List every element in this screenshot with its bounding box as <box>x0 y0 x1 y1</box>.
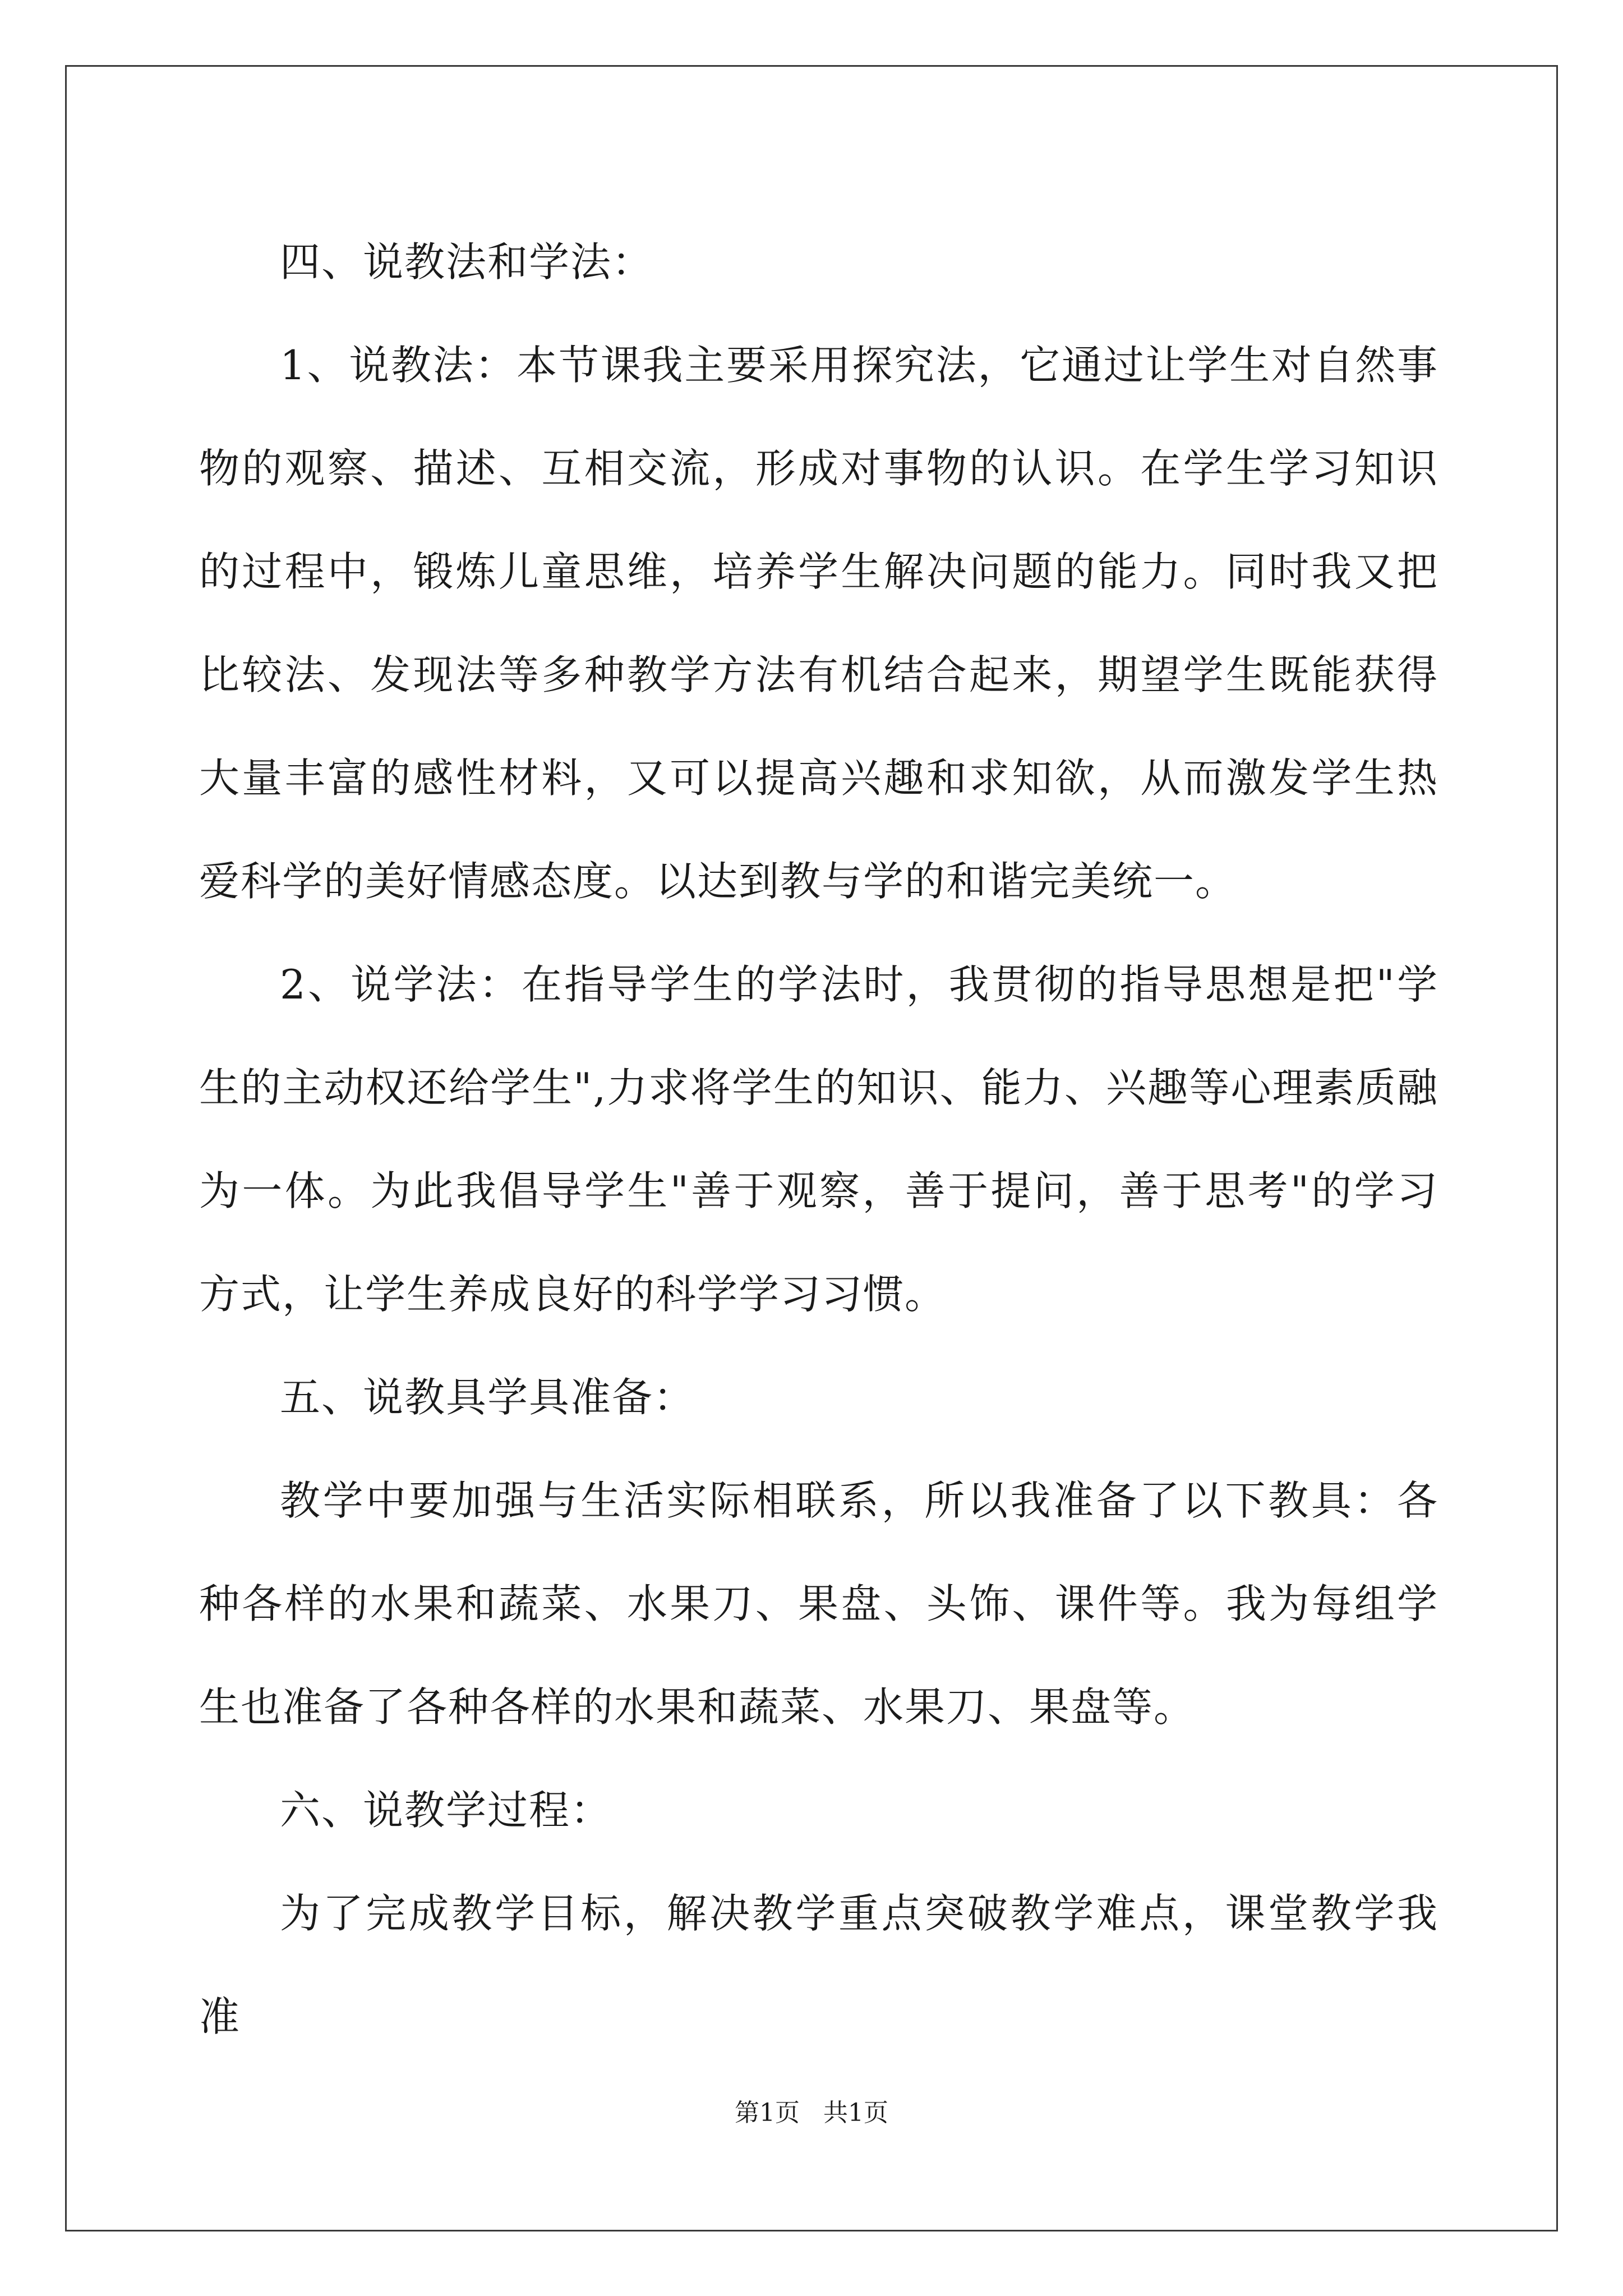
heading-teaching-aids: 五、说教具学具准备： <box>280 1374 695 1421</box>
paragraph-teaching-aids: 教学中要加强与生活实际相联系，所以我准备了以下教具：各种各样的水果和蔬菜、水果刀、果盘、头饰、课件等。我为每组学生也准备了各种各样的水果和蔬菜、水果刀、果盘等。 <box>199 1477 1438 1731</box>
heading-teaching-methods: 四、说教法和学法： <box>280 238 654 286</box>
document-body <box>199 210 1438 2068</box>
paragraph-teaching-method: 1、说教法：本节课我主要采用探究法，它通过让学生对自然事物的观察、描述、互相交流，形成对事物的认识。在学生学习知识的过程中，锻炼儿童思维，培养学生解决问题的能力。同时我又把比较法、发现法等多种教学方法有机结合起来，期望学生既能获得大量丰富的感性材料，又可以提高兴趣和求知欲，从而激发学生热爱科学的美好情感态度。以达到教与学的和谐完美统一。 <box>199 342 1438 905</box>
paragraph-learning-method: 2、说学法：在指导学生的学法时，我贯彻的指导思想是把"学生的主动权还给学生",力求将学生的知识、能力、兴趣等心理素质融为一体。为此我倡导学生"善于观察，善于提问，善于思考"的学习方式，让学生养成良好的科学学习习惯。 <box>199 961 1438 1318</box>
heading-teaching-process: 六、说教学过程： <box>280 1787 612 1834</box>
page-total: 共1页 <box>823 2099 888 2127</box>
page-footer <box>0 2092 1623 2128</box>
paragraph-teaching-process: 为了完成教学目标，解决教学重点突破教学难点，课堂教学我准 <box>199 1890 1438 2040</box>
page-number: 第1页 <box>735 2099 800 2127</box>
